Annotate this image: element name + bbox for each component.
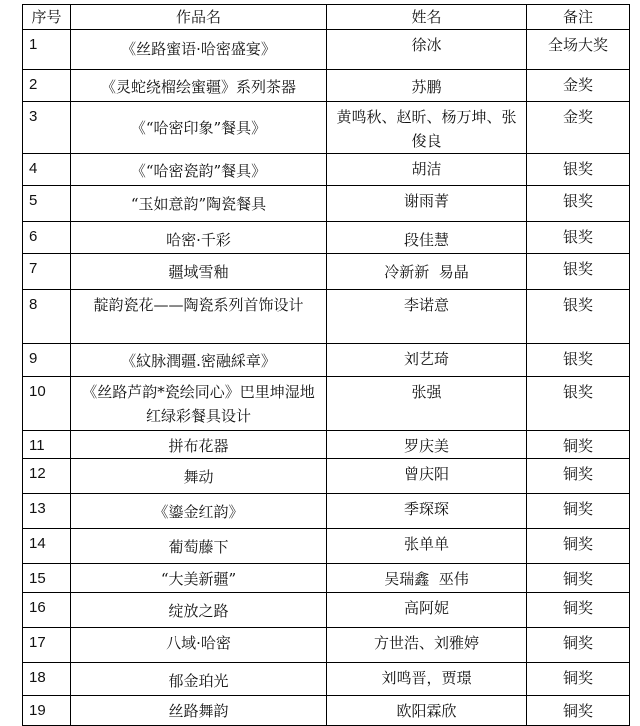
row-no: 18 — [23, 663, 71, 696]
row-name: 冷新新 易晶 — [327, 254, 527, 290]
row-no: 16 — [23, 593, 71, 628]
header-no: 序号 — [23, 5, 71, 30]
row-name: 罗庆美 — [327, 431, 527, 459]
row-name: 苏鹏 — [327, 70, 527, 102]
table-row — [23, 222, 630, 254]
row-note: 铜奖 — [527, 663, 630, 696]
row-note: 银奖 — [527, 154, 630, 186]
row-name: 黄鸣秋、赵昕、杨万坤、张俊良 — [327, 102, 527, 154]
row-work: 《“哈密瓷韵”餐具》 — [71, 154, 327, 186]
table-row — [23, 564, 630, 593]
row-work: “玉如意韵”陶瓷餐具 — [71, 186, 327, 222]
row-work: 丝路舞韵 — [71, 696, 327, 726]
row-name: 张强 — [327, 377, 527, 431]
row-name: 谢雨菁 — [327, 186, 527, 222]
table-row — [23, 593, 630, 628]
row-work: 《“哈密印象”餐具》 — [71, 102, 327, 154]
table-row — [23, 30, 630, 70]
row-note: 铜奖 — [527, 494, 630, 529]
row-note: 铜奖 — [527, 593, 630, 628]
table-row — [23, 459, 630, 494]
table-row — [23, 529, 630, 564]
row-no: 11 — [23, 431, 71, 459]
row-note: 银奖 — [527, 377, 630, 431]
row-no: 17 — [23, 628, 71, 663]
row-work: 《灵蛇绕榴绘蜜疆》系列茶器 — [71, 70, 327, 102]
row-work: 疆域雪釉 — [71, 254, 327, 290]
row-name: 胡洁 — [327, 154, 527, 186]
table-row — [23, 290, 630, 344]
row-work: 绽放之路 — [71, 593, 327, 628]
row-work: 《鎏金红韵》 — [71, 494, 327, 529]
table-row — [23, 377, 630, 431]
row-work: “大美新疆” — [71, 564, 327, 593]
row-no: 9 — [23, 344, 71, 377]
table-header-row — [23, 5, 630, 30]
row-work: 《丝路芦韵*瓷绘同心》巴里坤湿地红绿彩餐具设计 — [71, 377, 327, 431]
row-no: 19 — [23, 696, 71, 726]
row-no: 10 — [23, 377, 71, 431]
row-work: 《丝路蜜语·哈密盛宴》 — [71, 30, 327, 70]
row-no: 3 — [23, 102, 71, 154]
header-work: 作品名 — [71, 5, 327, 30]
row-note: 银奖 — [527, 222, 630, 254]
row-work: 葡萄藤下 — [71, 529, 327, 564]
awards-table — [22, 4, 630, 726]
table-row — [23, 628, 630, 663]
row-work: 拼布花器 — [71, 431, 327, 459]
row-note: 全场大奖 — [527, 30, 630, 70]
row-name: 张单单 — [327, 529, 527, 564]
row-no: 14 — [23, 529, 71, 564]
row-no: 13 — [23, 494, 71, 529]
row-note: 铜奖 — [527, 529, 630, 564]
row-work: 《紋脉潤疆.密融綵章》 — [71, 344, 327, 377]
table-row — [23, 344, 630, 377]
row-no: 8 — [23, 290, 71, 344]
table-row — [23, 154, 630, 186]
row-note: 铜奖 — [527, 459, 630, 494]
row-no: 15 — [23, 564, 71, 593]
row-name: 段佳慧 — [327, 222, 527, 254]
table-row — [23, 70, 630, 102]
row-work: 舞动 — [71, 459, 327, 494]
row-name: 曾庆阳 — [327, 459, 527, 494]
table-row — [23, 186, 630, 222]
row-no: 2 — [23, 70, 71, 102]
row-name: 吴瑞鑫 巫伟 — [327, 564, 527, 593]
row-no: 6 — [23, 222, 71, 254]
row-name: 徐冰 — [327, 30, 527, 70]
row-note: 铜奖 — [527, 696, 630, 726]
table-row — [23, 102, 630, 154]
row-no: 4 — [23, 154, 71, 186]
row-note: 铜奖 — [527, 564, 630, 593]
row-no: 5 — [23, 186, 71, 222]
row-work: 哈密·千彩 — [71, 222, 327, 254]
row-name: 刘鸣晋，贾璟 — [327, 663, 527, 696]
row-no: 12 — [23, 459, 71, 494]
row-note: 铜奖 — [527, 628, 630, 663]
row-note: 铜奖 — [527, 431, 630, 459]
row-note: 银奖 — [527, 254, 630, 290]
row-note: 银奖 — [527, 344, 630, 377]
row-work: 靛韵瓷花——陶瓷系列首饰设计 — [71, 290, 327, 344]
row-note: 银奖 — [527, 186, 630, 222]
row-note: 金奖 — [527, 102, 630, 154]
row-name: 刘艺琦 — [327, 344, 527, 377]
table-row — [23, 431, 630, 459]
row-name: 欧阳霖欣 — [327, 696, 527, 726]
row-note: 金奖 — [527, 70, 630, 102]
row-name: 方世浩、刘雅婷 — [327, 628, 527, 663]
header-note: 备注 — [527, 5, 630, 30]
row-no: 1 — [23, 30, 71, 70]
row-work: 八域·哈密 — [71, 628, 327, 663]
table-row — [23, 494, 630, 529]
header-name: 姓名 — [327, 5, 527, 30]
row-name: 季琛琛 — [327, 494, 527, 529]
row-work: 郁金珀光 — [71, 663, 327, 696]
row-name: 李诺意 — [327, 290, 527, 344]
row-note: 银奖 — [527, 290, 630, 344]
row-name: 高阿妮 — [327, 593, 527, 628]
table-row — [23, 696, 630, 726]
table-row — [23, 663, 630, 696]
row-no: 7 — [23, 254, 71, 290]
table-row — [23, 254, 630, 290]
